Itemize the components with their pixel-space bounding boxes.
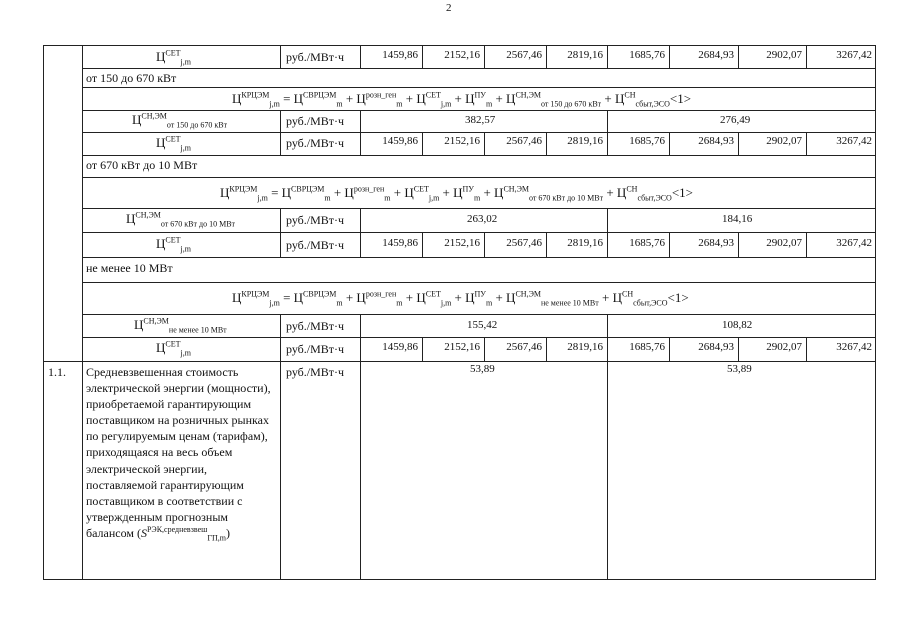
sn-value-670-10-a: 263,02 (467, 213, 498, 225)
cset-label-2: $Ц^{СЕТ}_{j,m}$ (156, 134, 191, 153)
csn-label-670-10: $Ц^{СН,ЭМ}_{от 670 кВт до 10 МВт}$ (126, 210, 236, 229)
item-number: 1.1. (48, 365, 66, 379)
unit-3: руб./МВт·ч (286, 136, 345, 150)
unit-6: руб./МВт·ч (286, 319, 345, 333)
csn-label-150-670: $Ц^{СН,ЭМ}_{от 150 до 670 кВт}$ (132, 111, 228, 130)
tariff-value: 1459,86 (382, 237, 418, 249)
tariff-value: 3267,42 (836, 49, 872, 61)
formula-150-670: $Ц^{КРЦЭМ}_{j,m} = Ц^{СВРЦЭМ}_m + Ц^{розн\_ген}_m + Ц^{СЕТ}_{j,m} + Ц^{ПУ}_m + Ц^{СН,ЭМ}_{от 150 до 670 кВт} + Ц^{СН}_{сбыт,ЭСО}<1>$ (232, 90, 692, 109)
tariff-value: 3267,42 (836, 237, 872, 249)
unit-4: руб./МВт·ч (286, 213, 345, 227)
tariff-value: 2567,46 (506, 49, 542, 61)
sn-value-10mw-b: 108,82 (722, 319, 753, 331)
tariff-value: 2567,46 (506, 341, 542, 353)
tariff-value: 2684,93 (698, 237, 734, 249)
tariff-value: 2902,07 (766, 135, 802, 147)
formula-10mw: $Ц^{КРЦЭМ}_{j,m} = Ц^{СВРЦЭМ}_m + Ц^{розн\_ген}_m + Ц^{СЕТ}_{j,m} + Ц^{ПУ}_m + Ц^{СН,ЭМ}_{не менее 10 МВт} + Ц^{СН}_{сбыт,ЭСО}<1>$ (232, 289, 689, 308)
cset-label-4: $Ц^{СЕТ}_{j,m}$ (156, 339, 191, 358)
unit-8: руб./МВт·ч (286, 365, 345, 379)
csn-label-10mw: $Ц^{СН,ЭМ}_{не менее 10 МВт}$ (134, 316, 227, 335)
segment-heading-150-670: от 150 до 670 кВт (86, 71, 177, 85)
formula-670-10: $Ц^{КРЦЭМ}_{j,m} = Ц^{СВРЦЭМ}_m + Ц^{розн\_ген}_m + Ц^{СЕТ}_{j,m} + Ц^{ПУ}_m + Ц^{СН,ЭМ}_{от 670 кВт до 10 МВт} + Ц^{СН}_{сбыт,ЭСО}<1>$ (220, 184, 694, 203)
item-value-b: 53,89 (727, 363, 752, 375)
tariff-value: 2819,16 (567, 49, 603, 61)
item-value-a: 53,89 (470, 363, 495, 375)
tariff-value: 2902,07 (766, 49, 802, 61)
unit-5: руб./МВт·ч (286, 238, 345, 252)
tariff-value: 2152,16 (444, 49, 480, 61)
segment-heading-670-10: от 670 кВт до 10 МВт (86, 158, 198, 172)
tariff-value: 1685,76 (629, 237, 665, 249)
tariff-value: 1459,86 (382, 341, 418, 353)
segment-heading-10mw: не менее 10 МВт (86, 261, 173, 275)
tariff-value: 2152,16 (444, 135, 480, 147)
tariff-value: 3267,42 (836, 135, 872, 147)
tariff-value: 2567,46 (506, 135, 542, 147)
tariff-value: 2819,16 (567, 341, 603, 353)
sn-value-10mw-a: 155,42 (467, 319, 498, 331)
unit-2: руб./МВт·ч (286, 114, 345, 128)
tariff-value: 1685,76 (629, 135, 665, 147)
sn-value-150-670-a: 382,57 (465, 114, 496, 126)
page-number: 2 (446, 2, 452, 14)
tariff-value: 2152,16 (444, 237, 480, 249)
unit-1: руб./МВт·ч (286, 50, 345, 64)
tariff-value: 2902,07 (766, 237, 802, 249)
cset-label-1: $Ц^{СЕТ}_{j,m}$ (156, 48, 191, 67)
tariff-value: 1459,86 (382, 49, 418, 61)
tariff-value: 1685,76 (629, 49, 665, 61)
unit-7: руб./МВт·ч (286, 342, 345, 356)
tariff-value: 2684,93 (698, 341, 734, 353)
tariff-value: 2152,16 (444, 341, 480, 353)
tariff-value: 2567,46 (506, 237, 542, 249)
tariff-value: 3267,42 (836, 341, 872, 353)
tariff-value: 1459,86 (382, 135, 418, 147)
sn-value-150-670-b: 276,49 (720, 114, 751, 126)
tariff-value: 2819,16 (567, 237, 603, 249)
tariff-value: 2902,07 (766, 341, 802, 353)
item-description: Средневзвешенная стоимость электрической энергии (мощности), приобретаемой гарантирующим поставщиком на розничных рынках по регулируемым ценам (тарифам), приходящаяся на весь объем электрической энергии, поставляемой гарантирующим поставщиком в соответствии с утвержденным прогнозным балансом $(S^{РЭК,средневзвеш}_{ГП,m})$ (86, 365, 271, 543)
cset-label-3: $Ц^{СЕТ}_{j,m}$ (156, 235, 191, 254)
tariff-value: 2684,93 (698, 49, 734, 61)
tariff-value: 2819,16 (567, 135, 603, 147)
tariff-value: 2684,93 (698, 135, 734, 147)
tariff-value: 1685,76 (629, 341, 665, 353)
sn-value-670-10-b: 184,16 (722, 213, 753, 225)
